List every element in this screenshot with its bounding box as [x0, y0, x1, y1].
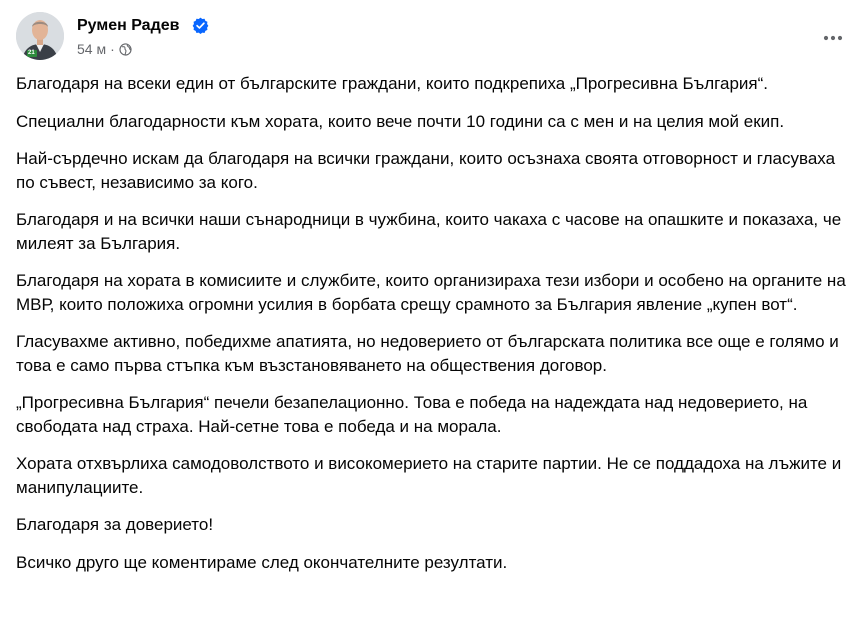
avatar[interactable]: [16, 12, 64, 60]
avatar-badge-number: 21: [28, 50, 35, 56]
post-header: [16, 12, 851, 62]
more-horizontal-icon: [823, 35, 843, 41]
globe-icon[interactable]: [119, 43, 132, 56]
verified-badge-icon: [192, 17, 209, 34]
avatar-image: [16, 12, 64, 60]
post-paragraph: Хората отхвърлиха самодоволството и високомерието на старите партии. Не се поддадоха на лъжите и манипулациите.: [16, 454, 842, 497]
author-name[interactable]: Румен Радев: [77, 17, 180, 34]
post-paragraph: Най-сърдечно искам да благодаря на всички граждани, които осъзнаха своята отговорност и гласуваха по съвест, независимо за кого.: [16, 149, 836, 192]
meta-separator: ·: [110, 41, 115, 57]
post-paragraph: Благодаря и на всички наши сънародници в чужбина, които чакаха с часове на опашките и показаха, че милеят за България.: [16, 210, 842, 253]
post-paragraph: Всичко друго ще коментираме след окончателните резултати.: [16, 552, 508, 572]
post-paragraph: Гласувахме активно, победихме апатията, но недоверието от българската политика все още е голямо и това е само първа стъпка към възстановяването на обществения договор.: [16, 332, 839, 375]
post-paragraph: Благодаря на всеки един от българските граждани, които подкрепиха „Прогресивна България“.: [16, 74, 768, 93]
post-timestamp[interactable]: 54 м: [77, 41, 107, 57]
post-paragraph: Благодаря за доверието!: [16, 515, 214, 534]
post-paragraph: Специални благодарности към хората, които вече почти 10 години са с мен и на целия мой екип.: [16, 111, 785, 131]
post-paragraph: „Прогресивна България“ печели безапелационно. Това е победа на надеждата над недоверието, на свободата над страха. Най-сетне това е победа и на морала.: [16, 393, 808, 436]
more-options-button[interactable]: [815, 20, 851, 56]
post-body: [16, 72, 854, 588]
post-meta: [77, 40, 132, 58]
post-paragraph: Благодаря на хората в комисиите и службите, които организираха тези избори и особено на органите на МВР, които положиха огромни усилия в борбата срещу срамното за България явление „купен вот“.: [16, 271, 846, 314]
